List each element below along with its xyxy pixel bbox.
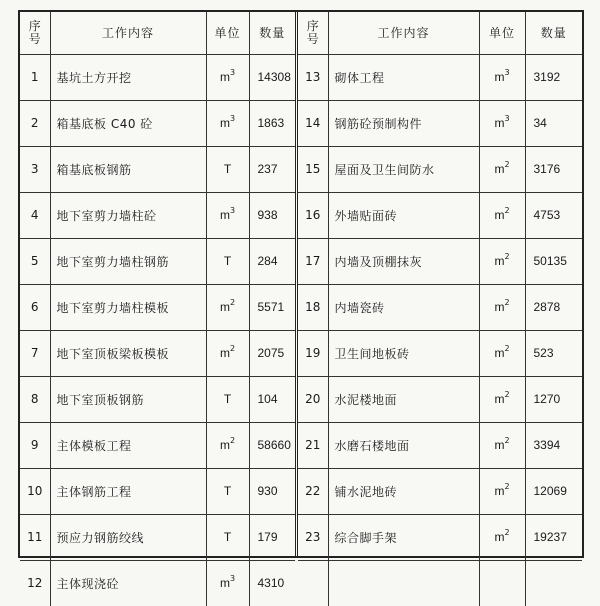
- unit-base: m: [219, 70, 230, 84]
- unit-base: m: [494, 254, 505, 268]
- row-seq: 13: [298, 54, 328, 100]
- row-work-content: 水磨石楼地面: [328, 422, 479, 468]
- table-row: [298, 514, 582, 560]
- table-right: [298, 12, 582, 606]
- table-left: [20, 12, 295, 606]
- header-row: [298, 12, 582, 54]
- unit-base: T: [223, 254, 232, 268]
- row-work-content: 屋面及卫生间防水: [328, 146, 479, 192]
- row-unit: [479, 238, 525, 284]
- row-work-content: 内墙及顶棚抹灰: [328, 238, 479, 284]
- unit-base: m: [494, 208, 505, 222]
- row-unit: [206, 330, 249, 376]
- unit-exponent: 3: [229, 574, 236, 584]
- row-seq: 6: [20, 284, 50, 330]
- row-work-content: 钢筋砼预制构件: [328, 100, 479, 146]
- header-seq-line2: 号: [28, 31, 41, 46]
- unit-base: m: [219, 116, 230, 130]
- row-quantity: 104: [249, 376, 295, 422]
- row-quantity: [525, 560, 582, 606]
- row-unit: [206, 284, 249, 330]
- unit-base: m: [494, 438, 505, 452]
- row-quantity: 5571: [249, 284, 295, 330]
- row-seq: 18: [298, 284, 328, 330]
- row-seq: 3: [20, 146, 50, 192]
- unit-base: T: [223, 392, 232, 406]
- row-unit: [206, 54, 249, 100]
- row-work-content: 主体现浇砼: [50, 560, 206, 606]
- table-left-half: [20, 12, 298, 591]
- unit-exponent: 2: [504, 528, 510, 537]
- unit-exponent: 2: [504, 160, 510, 169]
- unit-base: m: [494, 484, 505, 498]
- row-unit: [479, 468, 525, 514]
- unit-base: m: [494, 346, 505, 360]
- row-quantity: 523: [525, 330, 582, 376]
- row-seq: 8: [20, 376, 50, 422]
- table-row: [20, 146, 295, 192]
- unit-exponent: 2: [229, 344, 236, 353]
- row-quantity: 3176: [525, 146, 582, 192]
- row-work-content: 地下室顶板钢筋: [50, 376, 206, 422]
- row-seq: 19: [298, 330, 328, 376]
- unit-base: m: [219, 438, 230, 452]
- header-qty: 数量: [525, 12, 582, 54]
- row-quantity: 58660: [249, 422, 295, 468]
- row-quantity: 938: [249, 192, 295, 238]
- row-seq: 4: [20, 192, 50, 238]
- row-seq: 9: [20, 422, 50, 468]
- header-work: 工作内容: [328, 12, 479, 54]
- table-row: [20, 238, 295, 284]
- row-quantity: 12069: [525, 468, 582, 514]
- header-seq-line1: 序: [28, 18, 41, 33]
- table-row: [20, 330, 295, 376]
- row-work-content: 地下室剪力墙柱钢筋: [50, 238, 206, 284]
- row-quantity: 50135: [525, 238, 582, 284]
- row-work-content: 地下室顶板梁板模板: [50, 330, 206, 376]
- row-work-content: 主体钢筋工程: [50, 468, 206, 514]
- row-unit: [479, 422, 525, 468]
- row-work-content: 综合脚手架: [328, 514, 479, 560]
- row-work-content: 砌体工程: [328, 54, 479, 100]
- row-seq: 20: [298, 376, 328, 422]
- row-unit: [479, 514, 525, 560]
- row-unit: [479, 376, 525, 422]
- unit-base: m: [494, 392, 505, 406]
- row-unit: [206, 146, 249, 192]
- table-row: [298, 284, 582, 330]
- row-unit: [479, 330, 525, 376]
- header-unit: 单位: [479, 12, 525, 54]
- unit-exponent: 2: [504, 390, 510, 399]
- row-seq: 10: [20, 468, 50, 514]
- row-unit: [479, 100, 525, 146]
- row-unit: [206, 468, 249, 514]
- header-seq-line2: 号: [306, 31, 319, 46]
- row-quantity: 14308: [249, 54, 295, 100]
- unit-base: T: [223, 530, 232, 544]
- table-row: [20, 422, 295, 468]
- row-work-content: 水泥楼地面: [328, 376, 479, 422]
- row-quantity: 34: [525, 100, 582, 146]
- unit-exponent: 3: [229, 206, 236, 215]
- unit-base: m: [494, 162, 505, 176]
- unit-base: m: [219, 300, 230, 314]
- row-unit: [206, 376, 249, 422]
- row-quantity: 19237: [525, 514, 582, 560]
- row-quantity: 2075: [249, 330, 295, 376]
- row-unit: [479, 146, 525, 192]
- row-quantity: 179: [249, 514, 295, 560]
- unit-exponent: 2: [504, 344, 510, 353]
- table-row: [298, 376, 582, 422]
- row-seq: 11: [20, 514, 50, 560]
- row-seq: 2: [20, 100, 50, 146]
- row-unit: [479, 192, 525, 238]
- table-right-half: [298, 12, 582, 556]
- table-row: [20, 514, 295, 560]
- row-seq: 22: [298, 468, 328, 514]
- row-quantity: 4753: [525, 192, 582, 238]
- table-row: [298, 330, 582, 376]
- table-row: [298, 192, 582, 238]
- row-work-content: [328, 560, 479, 606]
- row-unit: [206, 100, 249, 146]
- unit-base: m: [219, 208, 230, 222]
- unit-base: T: [223, 484, 232, 498]
- unit-exponent: 3: [504, 114, 510, 123]
- header-seq-line1: 序: [306, 18, 319, 33]
- table-row: [20, 284, 295, 330]
- table-row: [20, 468, 295, 514]
- row-quantity: 284: [249, 238, 295, 284]
- unit-base: m: [219, 346, 230, 360]
- unit-exponent: 2: [504, 298, 510, 307]
- unit-base: T: [223, 162, 232, 176]
- row-unit: [206, 514, 249, 560]
- row-seq: 21: [298, 422, 328, 468]
- unit-exponent: 2: [229, 298, 236, 307]
- row-quantity: 1270: [525, 376, 582, 422]
- unit-exponent: 2: [504, 482, 510, 491]
- row-quantity: 930: [249, 468, 295, 514]
- unit-base: m: [494, 116, 505, 130]
- header-seq: [298, 12, 328, 54]
- row-seq: 14: [298, 100, 328, 146]
- row-unit: [206, 422, 249, 468]
- row-work-content: 预应力钢筋绞线: [50, 514, 206, 560]
- row-work-content: 内墙瓷砖: [328, 284, 479, 330]
- unit-exponent: 2: [504, 436, 510, 445]
- row-quantity: 2878: [525, 284, 582, 330]
- row-unit: [479, 284, 525, 330]
- unit-base: m: [494, 300, 505, 314]
- row-work-content: 外墙贴面砖: [328, 192, 479, 238]
- table-row: [298, 54, 582, 100]
- header-row: [20, 12, 295, 54]
- row-quantity: 1863: [249, 100, 295, 146]
- header-qty: 数量: [249, 12, 295, 54]
- row-quantity: 4310: [249, 560, 295, 606]
- row-seq: 16: [298, 192, 328, 238]
- header-work: 工作内容: [50, 12, 206, 54]
- unit-exponent: 3: [229, 68, 236, 77]
- table-row: [298, 422, 582, 468]
- row-unit: [206, 192, 249, 238]
- table-row: [20, 376, 295, 422]
- row-seq: [298, 560, 328, 606]
- unit-exponent: 2: [229, 436, 236, 445]
- table-row: [298, 100, 582, 146]
- unit-base: m: [494, 70, 505, 84]
- table-row: [298, 146, 582, 192]
- row-work-content: 箱基底板钢筋: [50, 146, 206, 192]
- unit-exponent: 3: [504, 68, 510, 77]
- row-work-content: 箱基底板 C40 砼: [50, 100, 206, 146]
- unit-base: m: [219, 576, 230, 591]
- unit-exponent: 2: [504, 252, 510, 261]
- row-seq: 23: [298, 514, 328, 560]
- header-seq: [20, 12, 50, 54]
- unit-base: m: [494, 530, 505, 544]
- quantity-table: [18, 10, 584, 591]
- row-quantity: 3394: [525, 422, 582, 468]
- row-seq: 12: [20, 560, 50, 606]
- row-work-content: 地下室剪力墙柱模板: [50, 284, 206, 330]
- table-row: [20, 100, 295, 146]
- table-row: [20, 54, 295, 100]
- unit-exponent: 3: [229, 114, 236, 123]
- row-seq: 15: [298, 146, 328, 192]
- unit-exponent: 2: [504, 206, 510, 215]
- row-work-content: 卫生间地板砖: [328, 330, 479, 376]
- row-seq: 5: [20, 238, 50, 284]
- row-unit: [479, 54, 525, 100]
- table-row: [20, 560, 295, 606]
- table-row: [298, 468, 582, 514]
- row-quantity: 3192: [525, 54, 582, 100]
- row-seq: 1: [20, 54, 50, 100]
- row-work-content: 基坑土方开挖: [50, 54, 206, 100]
- table-row: [298, 560, 582, 606]
- row-seq: 17: [298, 238, 328, 284]
- row-work-content: 主体模板工程: [50, 422, 206, 468]
- row-seq: 7: [20, 330, 50, 376]
- row-work-content: 铺水泥地砖: [328, 468, 479, 514]
- row-unit: [479, 560, 525, 606]
- row-quantity: 237: [249, 146, 295, 192]
- table-row: [20, 192, 295, 238]
- table-row: [298, 238, 582, 284]
- row-work-content: 地下室剪力墙柱砼: [50, 192, 206, 238]
- row-unit: [206, 560, 249, 606]
- row-unit: [206, 238, 249, 284]
- header-unit: 单位: [206, 12, 249, 54]
